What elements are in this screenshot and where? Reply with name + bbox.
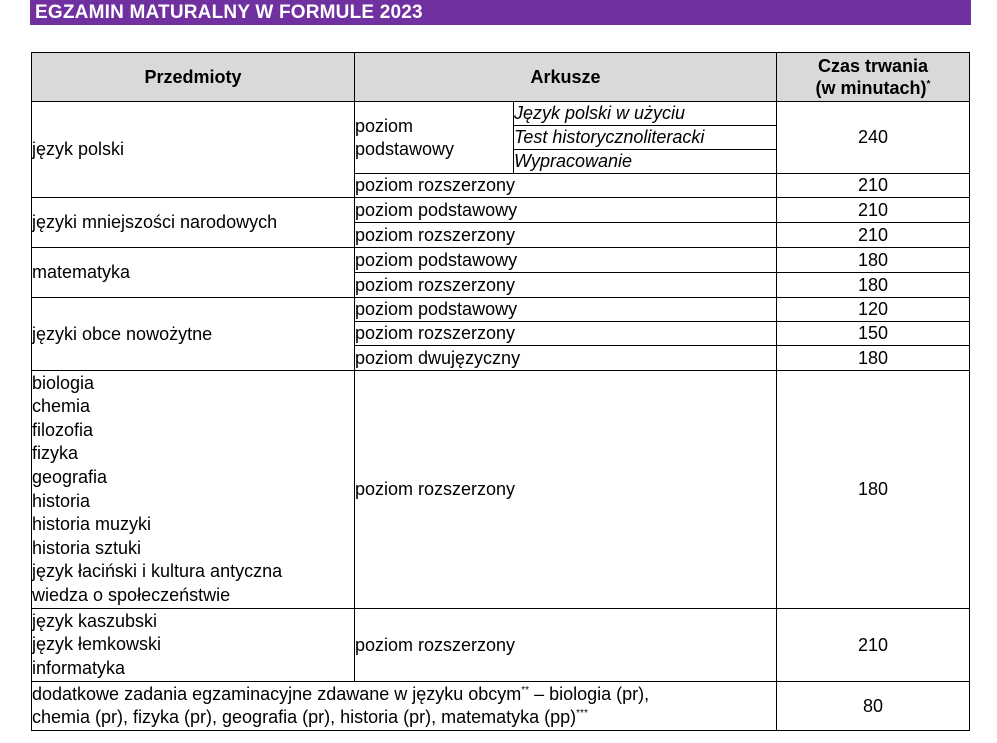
header-duration-line1: Czas trwania [817, 56, 929, 76]
group1-level: poziom rozszerzony [355, 371, 777, 609]
group1-subject: biologia [32, 372, 95, 393]
table-row [32, 102, 970, 126]
table-row [32, 298, 970, 322]
polish-part-1: Język polski w użyciu [514, 102, 777, 126]
subject-polish: język polski [32, 102, 355, 198]
table-row [32, 682, 970, 731]
group1-subject: fizyka [32, 443, 79, 464]
table-row [32, 609, 970, 682]
group1-subject: historia muzyki [32, 514, 152, 535]
group2-level: poziom rozszerzony [355, 609, 777, 682]
minority-time-2: 210 [777, 223, 970, 248]
foreign-time-2: 150 [777, 322, 970, 346]
minority-time-1: 210 [777, 198, 970, 223]
table-row [32, 371, 970, 609]
header-duration-line2-text: (w minutach) [815, 78, 927, 98]
group2-subject: informatyka [32, 657, 126, 678]
extra-tasks-line1-b: – biologia (pr), [529, 684, 650, 704]
polish-basic-time: 240 [777, 102, 970, 174]
foreign-time-3: 180 [777, 346, 970, 371]
polish-extended-level: poziom rozszerzony [355, 174, 777, 198]
subject-math: matematyka [32, 248, 355, 298]
minority-level-2: poziom rozszerzony [355, 223, 777, 248]
group1-time: 180 [777, 371, 970, 609]
subject-foreign: języki obce nowożytne [32, 298, 355, 371]
table-row [32, 198, 970, 223]
extra-tasks-time: 80 [777, 682, 970, 731]
math-level-1: poziom podstawowy [355, 248, 777, 273]
footnote-mark: ** [521, 685, 530, 696]
math-time-2: 180 [777, 273, 970, 298]
header-subjects: Przedmioty [32, 53, 355, 102]
subject-minority: języki mniejszości narodowych [32, 198, 355, 248]
group2-subjects [32, 609, 355, 682]
group2-subject: język kaszubski [32, 610, 158, 631]
polish-basic-level-line2: podstawowy [355, 138, 455, 159]
group2-subject: język łemkowski [32, 634, 162, 655]
polish-part-3: Wypracowanie [514, 150, 777, 174]
group2-time: 210 [777, 609, 970, 682]
header-sheets: Arkusze [355, 53, 777, 102]
extra-tasks [32, 682, 777, 731]
polish-basic-level [355, 102, 514, 174]
extra-tasks-line2 [32, 706, 776, 729]
extra-tasks-line1 [32, 683, 776, 706]
foreign-level-1: poziom podstawowy [355, 298, 777, 322]
group1-subject: język łaciński i kultura antyczna [32, 561, 283, 582]
group1-subject: filozofia [32, 419, 94, 440]
extra-tasks-line2-a: chemia (pr), fizyka (pr), geografia (pr), historia (pr), matematyka (pp) [32, 707, 577, 727]
extra-tasks-line1-a: dodatkowe zadania egzaminacyjne zdawane w języku obcym [32, 684, 522, 704]
group1-subject: wiedza o społeczeństwie [32, 584, 231, 605]
footnote-mark: *** [576, 708, 588, 719]
math-level-2: poziom rozszerzony [355, 273, 777, 298]
group1-subject: historia sztuki [32, 537, 142, 558]
table-header-row [32, 53, 970, 102]
foreign-level-2: poziom rozszerzony [355, 322, 777, 346]
page-title: EGZAMIN MATURALNY W FORMULE 2023 [35, 2, 423, 23]
foreign-time-1: 120 [777, 298, 970, 322]
group1-subject: geografia [32, 466, 108, 487]
math-time-1: 180 [777, 248, 970, 273]
header-duration [777, 53, 970, 102]
foreign-level-3: poziom dwujęzyczny [355, 346, 777, 371]
exam-table [31, 52, 970, 731]
table-row [32, 248, 970, 273]
header-duration-line2 [777, 77, 969, 99]
polish-part-2: Test historycznoliteracki [514, 126, 777, 150]
polish-extended-time: 210 [777, 174, 970, 198]
footnote-mark: * [926, 79, 931, 90]
group1-subjects [32, 371, 355, 609]
minority-level-1: poziom podstawowy [355, 198, 777, 223]
group1-subject: chemia [32, 396, 91, 417]
header-bar [30, 0, 971, 25]
polish-basic-level-line1: poziom [355, 115, 414, 136]
group1-subject: historia [32, 490, 91, 511]
